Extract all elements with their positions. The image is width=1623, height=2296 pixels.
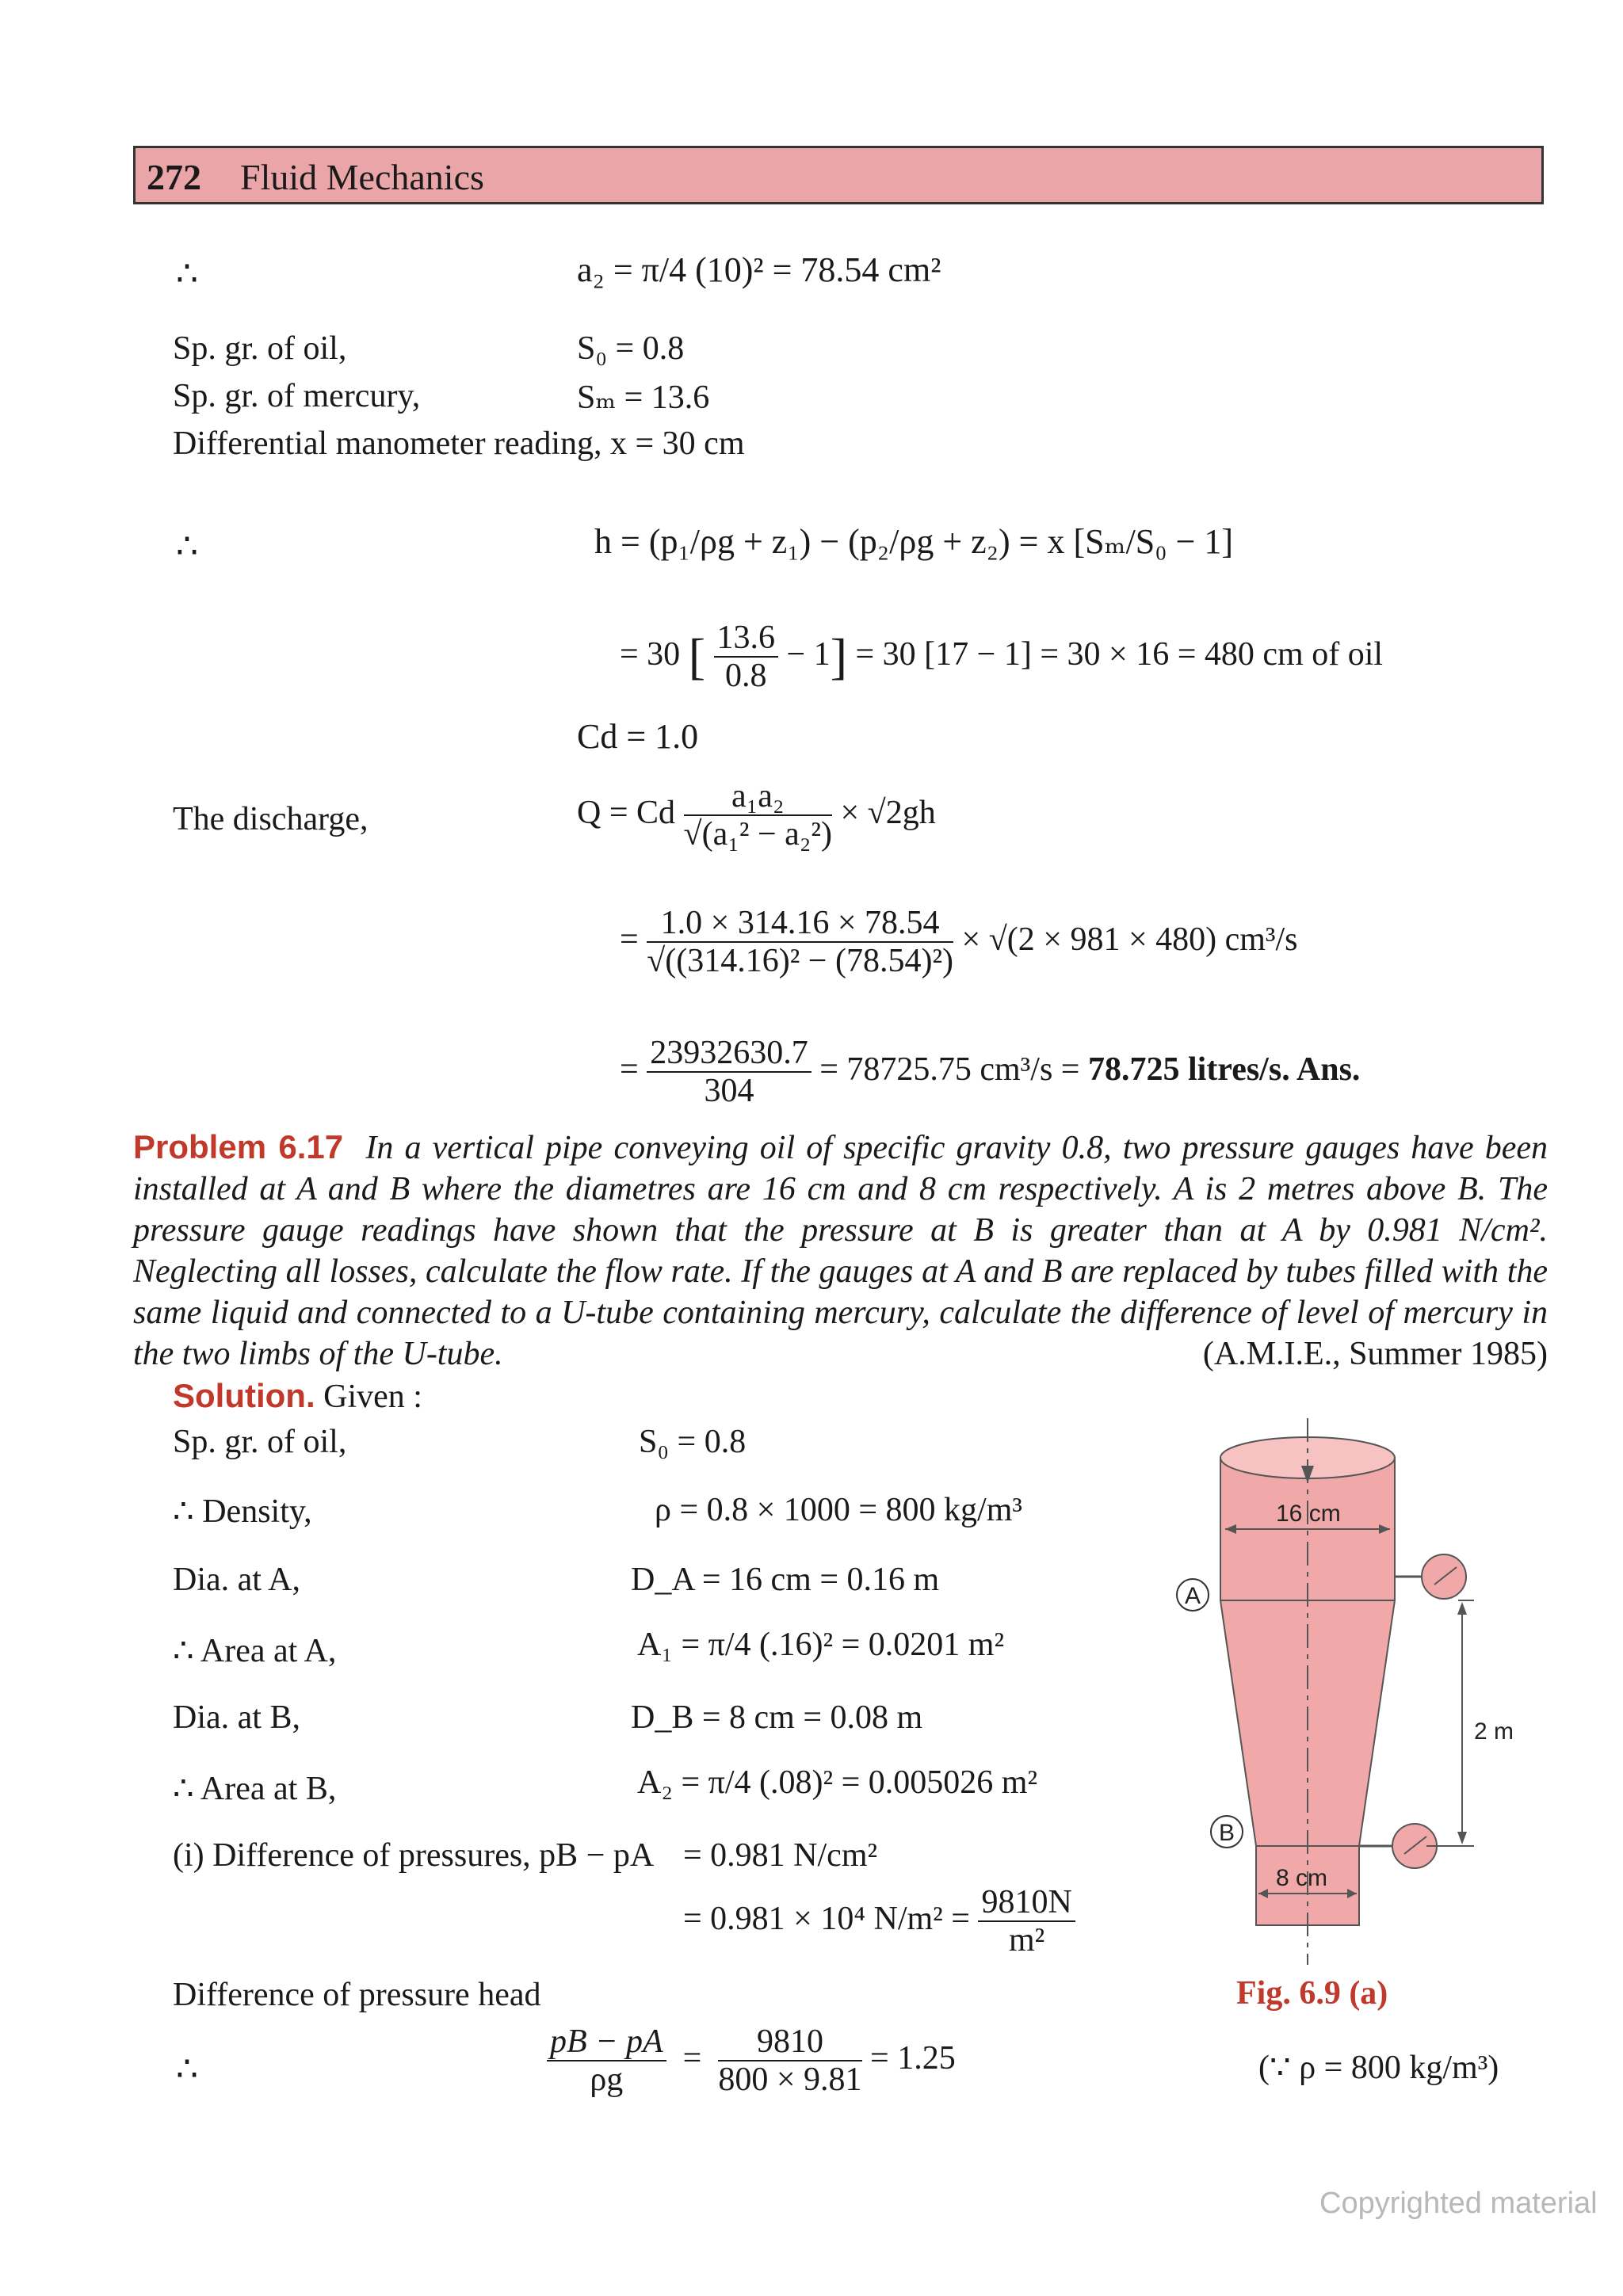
page-number: 272 xyxy=(147,157,201,197)
given-label: ∴ Area at A, xyxy=(173,1633,337,1669)
given-value: S₀ = 0.8 xyxy=(639,1424,747,1460)
given-value: A₁ = π/4 (.16)² = 0.0201 m² xyxy=(637,1627,1005,1663)
given-label: Dia. at A, xyxy=(173,1562,300,1598)
manometer-reading: Differential manometer reading, x = 30 cm xyxy=(173,425,745,462)
solution-given: Given : xyxy=(323,1379,422,1415)
head-rhs-fraction xyxy=(718,2023,861,2098)
q-calc-fraction xyxy=(647,905,953,979)
page-header xyxy=(133,146,1544,204)
problem-text: In a vertical pipe conveying oil of specific gravity 0.8, two pressure gauges have been installed at A and B where the diametres are 16 cm and 8 cm respectively. A is 2 metres above B. The pressure gauge readings have shown that the pressure at B is greater than at A by 0.981 N/cm². Neglecting all losses, calculate the flow rate. If the gauges at A and B are replaced by tubes filled with the same liquid and connected to a U-tube containing mercury, calculate the difference of level of mercury in the two limbs of the U-tube. xyxy=(133,1130,1548,1372)
therefore-symbol: ∴ xyxy=(176,2050,198,2088)
h-calc-suffix: = 30 [17 − 1] = 30 × 16 = 480 cm of oil xyxy=(855,635,1384,673)
h-calculation: = 30 [ $\frac{13.6}{0.8}$ − 1] = 30 [17 − 1] = 30 × 16 = 480 cm of oil xyxy=(620,620,1384,695)
q-result-middle: = 78725.75 cm³/s = xyxy=(819,1051,1080,1088)
q-calc-denominator: √((314.16)² − (78.54)²) xyxy=(647,943,954,980)
pressure-diff-denominator: m² xyxy=(1009,1922,1045,1959)
point-a-label: A xyxy=(1185,1583,1201,1609)
solution-label: Solution. xyxy=(173,1377,315,1414)
given-label: ∴ Area at B, xyxy=(173,1771,337,1807)
a2-equation: a₂ = π/4 (10)² = 78.54 cm² xyxy=(577,250,941,289)
discharge-label: The discharge, xyxy=(173,801,369,837)
q-calc-numerator: 1.0 × 314.16 × 78.54 xyxy=(647,905,953,943)
q-calc-suffix: × √(2 × 981 × 480) cm³/s xyxy=(961,921,1298,958)
solution-heading xyxy=(173,1377,422,1416)
dim-8cm: 8 cm xyxy=(1276,1865,1328,1891)
therefore-symbol: ∴ xyxy=(176,254,198,293)
head-result: = 1.25 xyxy=(870,2039,956,2077)
head-rhs-denominator: 800 × 9.81 xyxy=(718,2061,862,2099)
oil-sg-label: Sp. gr. of oil, xyxy=(173,330,347,367)
pressure-diff-value2: = 0.981 × 10⁴ N/m² = xyxy=(683,1900,970,1937)
mercury-sg-value: Sₘ = 13.6 xyxy=(577,379,710,416)
q-result-fraction xyxy=(647,1035,812,1109)
given-value: A₂ = π/4 (.08)² = 0.005026 m² xyxy=(637,1764,1038,1801)
h-calc-numerator: 13.6 xyxy=(714,620,779,658)
copyright-notice: Copyrighted material xyxy=(1319,2187,1598,2220)
h-equation: h = (p₁/ρg + z₁) − (p₂/ρg + z₂) = x [Sₘ/S₀ − 1] xyxy=(594,522,1234,561)
figure-caption: Fig. 6.9 (a) xyxy=(1236,1975,1388,2012)
pipe-figure xyxy=(1157,1418,1537,1973)
problem-reference: (A.M.I.E., Summer 1985) xyxy=(1202,1336,1548,1372)
given-value: D_B = 8 cm = 0.08 m xyxy=(631,1699,923,1736)
head-lhs-numerator: pB − pA xyxy=(547,2023,666,2061)
head-lhs-denominator: ρg xyxy=(590,2061,624,2099)
given-label: Sp. gr. of oil, xyxy=(173,1424,347,1460)
point-b-label: B xyxy=(1219,1820,1235,1846)
q-result-numerator: 23932630.7 xyxy=(647,1035,812,1073)
head-rhs-numerator: 9810 xyxy=(718,2023,861,2061)
pressure-diff-fraction xyxy=(978,1884,1075,1958)
q-result-denominator: 304 xyxy=(704,1073,754,1110)
pressure-diff-conversion xyxy=(683,1884,1075,1958)
problem-statement xyxy=(133,1127,1548,1375)
pressure-diff-value: = 0.981 N/cm² xyxy=(683,1837,878,1874)
q-formula-suffix: × √2gh xyxy=(840,794,936,831)
book-title: Fluid Mechanics xyxy=(240,157,484,197)
head-lhs-fraction xyxy=(547,2023,666,2098)
q-formula-fraction xyxy=(684,778,832,852)
h-calc-fraction xyxy=(714,620,779,694)
cd-value: Cd = 1.0 xyxy=(577,717,699,756)
pressure-head-equation: $\frac{pB - pA}{\rho g}$ = $\frac{9810}{800 \times 9.81}$ = 1.25 xyxy=(547,2023,956,2098)
given-value: ρ = 0.8 × 1000 = 800 kg/m³ xyxy=(655,1492,1022,1528)
pipe-body xyxy=(1220,1458,1395,1925)
pressure-head-label: Difference of pressure head xyxy=(173,1977,541,2013)
pressure-diff-numerator: 9810N xyxy=(978,1884,1075,1922)
density-note: (∵ ρ = 800 kg/m³) xyxy=(1258,2050,1499,2086)
q-formula-denominator: √(a₁² − a₂²) xyxy=(683,816,832,853)
mercury-sg-label: Sp. gr. of mercury, xyxy=(173,378,421,414)
therefore-symbol: ∴ xyxy=(176,527,198,566)
q-formula-prefix: Q = Cd xyxy=(577,794,676,831)
discharge-calculation: = $\frac{1.0 \times 314.16 \times 78.54}{\text{√((314.16)² − (78.54)²)}}$ × √(2 × 981 × 480) cm³/s xyxy=(620,905,1298,980)
problem-label: Problem 6.17 xyxy=(133,1128,344,1165)
given-value: D_A = 16 cm = 0.16 m xyxy=(631,1562,940,1598)
q-formula-numerator: a₁a₂ xyxy=(684,778,832,816)
h-calc-prefix: = 30 xyxy=(620,635,681,673)
discharge-formula xyxy=(577,778,936,852)
q-result-answer: 78.725 litres/s. Ans. xyxy=(1087,1051,1361,1088)
pressure-diff-label: (i) Difference of pressures, pB − pA xyxy=(173,1837,655,1874)
h-calc-denominator: 0.8 xyxy=(725,658,767,695)
oil-sg-value: S₀ = 0.8 xyxy=(577,330,685,367)
given-label: ∴ Density, xyxy=(173,1493,312,1530)
given-label: Dia. at B, xyxy=(173,1699,300,1736)
dim-2m: 2 m xyxy=(1474,1718,1514,1745)
discharge-result: = $\frac{23932630.7}{304}$ = 78725.75 cm³/s = 78.725 litres/s. Ans. xyxy=(620,1035,1361,1110)
dim-16cm: 16 cm xyxy=(1276,1501,1341,1527)
